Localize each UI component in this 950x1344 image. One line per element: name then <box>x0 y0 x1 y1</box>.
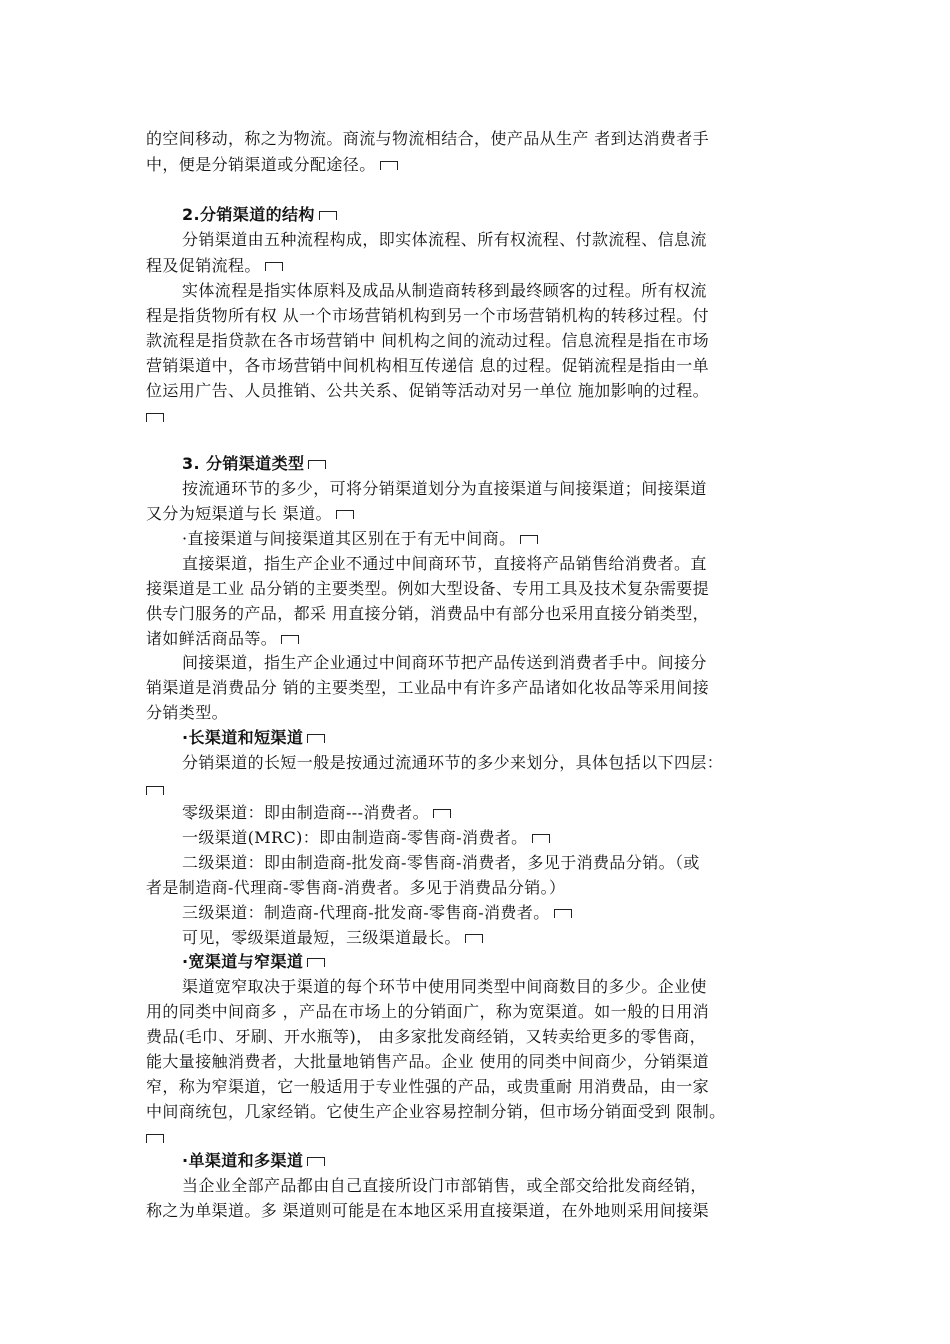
text-line: 诸如鲜活商品等。 <box>146 627 299 651</box>
text-line: 窄，称为窄渠道，它一般适用于专业性强的产品，或贵重耐 用消费品，由一家 <box>146 1077 710 1096</box>
text-line: 三级渠道：制造商-代理商-批发商-零售商-消费者。 <box>182 901 572 925</box>
paragraph-mark-icon <box>336 510 354 519</box>
paragraph-mark-icon <box>307 958 325 967</box>
text-line: 一级渠道(MRC)：即由制造商-零售商-消费者。 <box>182 826 550 850</box>
text-line: 的空间移动，称之为物流。商流与物流相结合，使产品从生产 者到达消费者手 <box>146 129 710 148</box>
text-line: 实体流程是指实体原料及成品从制造商转移到最终顾客的过程。所有权流 <box>182 281 707 300</box>
section-heading: 2.分销渠道的结构 <box>182 203 337 227</box>
paragraph-mark-icon <box>265 262 283 271</box>
paragraph-mark-icon <box>307 1157 325 1166</box>
text-line: 直接渠道，指生产企业不通过中间商环节，直接将产品销售给消费者。直 <box>182 554 707 573</box>
section-heading: 3. 分销渠道类型 <box>182 452 326 476</box>
section-heading: ·单渠道和多渠道 <box>182 1149 325 1173</box>
paragraph-mark-icon <box>380 161 398 170</box>
paragraph-mark-icon <box>554 909 572 918</box>
text-line: 者是制造商-代理商-零售商-消费者。多见于消费品分销。） <box>146 878 566 897</box>
text-line: ·直接渠道与间接渠道其区别在于有无中间商。 <box>182 527 538 551</box>
paragraph-mark-icon <box>146 413 164 422</box>
text-line: 按流通环节的多少，可将分销渠道划分为直接渠道与间接渠道；间接渠道 <box>182 479 707 498</box>
paragraph-mark-icon <box>281 635 299 644</box>
text-line: 分销类型。 <box>146 703 229 722</box>
text-line: 可见，零级渠道最短，三级渠道最长。 <box>182 926 483 950</box>
text-line: 款流程是指贷款在各市场营销中 间机构之间的流动过程。信息流程是指在市场 <box>146 331 710 350</box>
text-line: 程是指货物所有权 从一个市场营销机构到另一个市场营销机构的转移过程。付 <box>146 306 710 325</box>
paragraph-mark-icon <box>319 211 337 220</box>
text-line: 间接渠道，指生产企业通过中间商环节把产品传送到消费者手中。间接分 <box>182 653 707 672</box>
paragraph-mark-icon <box>307 734 325 743</box>
text-line: 位运用广告、人员推销、公共关系、促销等活动对另一单位 施加影响的过程。 <box>146 381 710 400</box>
text-line: 二级渠道：即由制造商-批发商-零售商-消费者，多见于消费品分销。（或 <box>182 853 700 872</box>
text-line: 接渠道是工业 品分销的主要类型。例如大型设备、专用工具及技术复杂需要提 <box>146 579 710 598</box>
text-line: 中，便是分销渠道或分配途径。 <box>146 153 398 177</box>
section-heading: ·长渠道和短渠道 <box>182 726 325 750</box>
text-line: 称之为单渠道。多 渠道则可能是在本地区采用直接渠道，在外地则采用间接渠 <box>146 1201 710 1220</box>
paragraph-mark-icon <box>532 834 550 843</box>
text-line: 能大量接触消费者，大批量地销售产品。企业 使用的同类中间商少，分销渠道 <box>146 1052 710 1071</box>
text-line: 分销渠道的长短一般是按通过流通环节的多少来划分，具体包括以下四层： <box>182 753 724 772</box>
paragraph-mark-icon <box>146 786 164 795</box>
text-line: 营销渠道中，各市场营销中间机构相互传递信 息的过程。促销流程是指由一单 <box>146 356 710 375</box>
text-line: 又分为短渠道与长 渠道。 <box>146 502 354 526</box>
text-line: 当企业全部产品都由自己直接所设门市部销售，或全部交给批发商经销， <box>182 1176 707 1195</box>
text-line: 程及促销流程。 <box>146 254 283 278</box>
text-line: 分销渠道由五种流程构成，即实体流程、所有权流程、付款流程、信息流 <box>182 230 707 249</box>
text-line: 供专门服务的产品，都采 用直接分销，消费品中有部分也采用直接分销类型， <box>146 604 710 623</box>
text-line: 中间商统包，几家经销。它使生产企业容易控制分销，但市场分销面受到 限制。 <box>146 1102 726 1121</box>
paragraph-mark-icon <box>308 460 326 469</box>
text-line: 用的同类中间商多 ，产品在市场上的分销面广，称为宽渠道。如一般的日用消 <box>146 1002 710 1021</box>
paragraph-mark-icon <box>465 934 483 943</box>
text-line: 销渠道是消费品分 销的主要类型，工业品中有许多产品诸如化妆品等采用间接 <box>146 678 710 697</box>
paragraph-mark-icon <box>520 535 538 544</box>
text-line: 零级渠道：即由制造商---消费者。 <box>182 801 451 825</box>
section-heading: ·宽渠道与窄渠道 <box>182 950 325 974</box>
text-line: 费品(毛巾、牙刷、开水瓶等)， 由多家批发商经销，又转卖给更多的零售商， <box>146 1027 706 1046</box>
text-line: 渠道宽窄取决于渠道的每个环节中使用同类型中间商数目的多少。企业使 <box>182 977 707 996</box>
paragraph-mark-icon <box>433 809 451 818</box>
paragraph-mark-icon <box>146 1134 164 1143</box>
